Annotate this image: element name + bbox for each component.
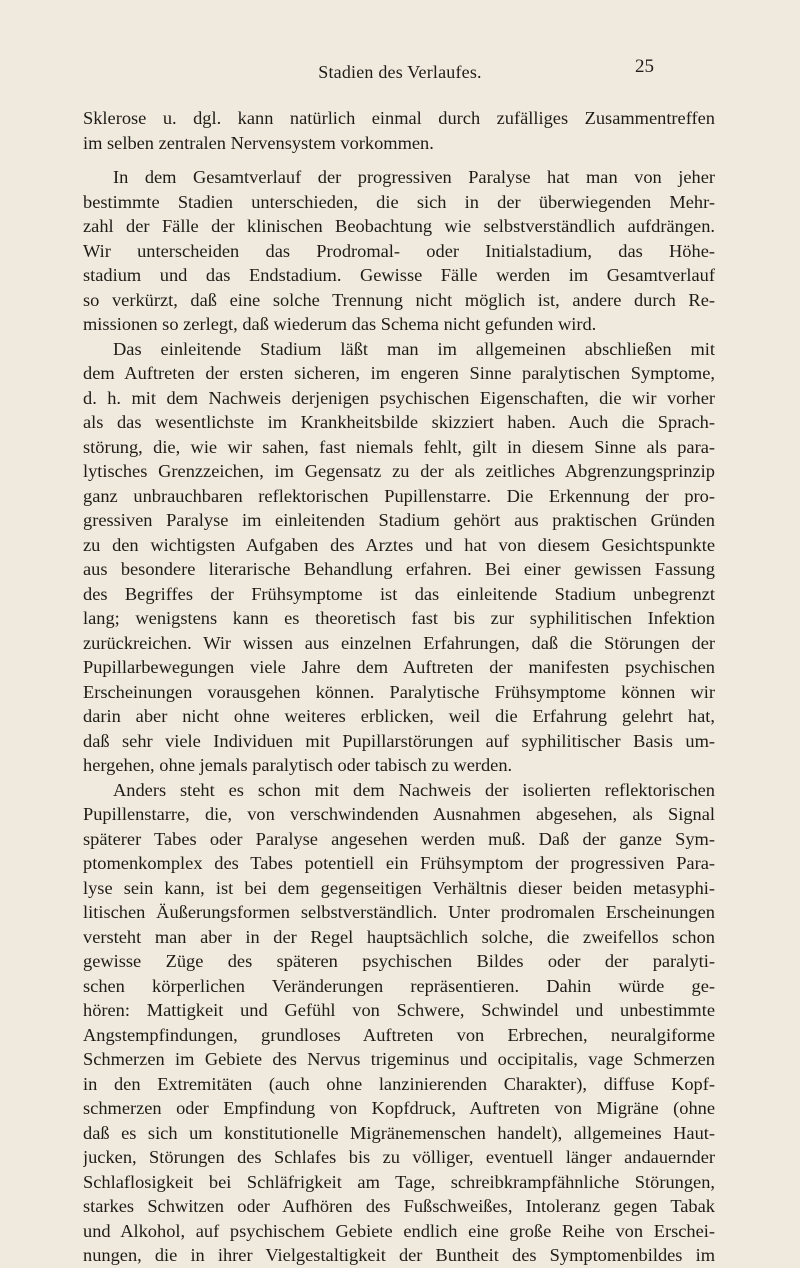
text-line: hergehen, ohne jemals paralytisch oder tabisch zu werden. [83, 755, 513, 775]
text-line: Pupillarbewegungen viele Jahre dem Auftreten der manifesten psychischen [83, 657, 715, 677]
running-title: Stadien des Verlaufes. [318, 62, 482, 82]
text-line: zurückreichen. Wir wissen aus einzelnen Erfahrungen, daß die Störungen der [83, 632, 715, 653]
text-line: Pupillenstarre, die, von verschwindenden Ausnahmen abgesehen, als Signal [83, 804, 715, 824]
text-line: ganz unbrauchbaren reflektorischen Pupillenstarre. Die Erkennung der pro- [83, 485, 715, 506]
text-line: dem Auftreten der ersten sicheren, im engeren Sinne paralytischen Symptome, [83, 363, 715, 383]
text-line: nungen, die in ihrer Vielgestaltigkeit der Buntheit des Symptomenbildes im [83, 1245, 715, 1265]
text-line: daß es sich um konstitutionelle Migränemenschen handelt), allgemeines Haut- [83, 1122, 715, 1143]
text-line: zu den wichtigsten Aufgaben des Arztes und hat von diesem Gesichtspunkte [83, 534, 715, 555]
text-line: Erscheinungen vorausgehen können. Paralytische Frühsymptome können wir [83, 681, 715, 702]
text-line: daß sehr viele Individuen mit Pupillarstörungen auf syphilitischer Basis um- [83, 730, 715, 751]
text-line: Schlaflosigkeit bei Schläfrigkeit am Tage, schreibkrampfähnliche Störungen, [83, 1171, 715, 1192]
text-line: darin aber nicht ohne weiteres erblicken, weil die Erfahrung gelehrt hat, [83, 706, 715, 726]
body-text [83, 106, 715, 1268]
text-line: so verkürzt, daß eine solche Trennung nicht möglich ist, andere durch Re- [83, 289, 715, 310]
text-line: lytisches Grenzzeichen, im Gegensatz zu der als zeitliches Abgrenzungsprinzip [83, 461, 715, 481]
text-line: d. h. mit dem Nachweis derjenigen psychischen Eigenschaften, die wir vorher [83, 387, 715, 408]
text-line: In dem Gesamtverlauf der progressiven Paralyse hat man von jeher [113, 167, 715, 187]
text-line: im selben zentralen Nervensystem vorkommen. [83, 132, 434, 153]
text-line: gewisse Züge des späteren psychischen Bildes oder der paralyti- [83, 951, 715, 971]
text-line: als das wesentlichste im Krankheitsbilde skizziert haben. Auch die Sprach- [83, 412, 715, 432]
text-line: gressiven Paralyse im einleitenden Stadium gehört aus praktischen Gründen [83, 510, 715, 530]
text-line: Wir unterscheiden das Prodromal- oder Initialstadium, das Höhe- [83, 240, 715, 261]
text-line: Sklerose u. dgl. kann natürlich einmal durch zufälliges Zusammentreffen [83, 108, 715, 128]
text-line: schen körperlichen Veränderungen repräsentieren. Dahin würde ge- [83, 975, 715, 996]
text-line: jucken, Störungen des Schlafes bis zu völliger, eventuell länger andauernder [83, 1147, 715, 1167]
text-line: Das einleitende Stadium läßt man im allgemeinen abschließen mit [113, 338, 715, 359]
text-line: späterer Tabes oder Paralyse angesehen werden muß. Daß der ganze Sym- [83, 828, 715, 849]
text-line: lang; wenigstens kann es theoretisch fast bis zur syphilitischen Infektion [83, 608, 715, 628]
text-line: hören: Mattigkeit und Gefühl von Schwere, Schwindel und unbestimmte [83, 1000, 715, 1020]
page-number: 25 [635, 56, 654, 77]
text-line: aus besondere literarische Behandlung erfahren. Bei einer gewissen Fassung [83, 559, 715, 579]
text-line: lyse sein kann, ist bei dem gegenseitigen Verhältnis dieser beiden metasyphi- [83, 877, 715, 898]
text-line: Schmerzen im Gebiete des Nervus trigeminus und occipitalis, vage Schmerzen [83, 1049, 715, 1069]
text-line: stadium und das Endstadium. Gewisse Fälle werden im Gesamtverlauf [83, 265, 715, 285]
text-line: litischen Äußerungsformen selbstverständlich. Unter prodromalen Erscheinungen [83, 902, 715, 922]
text-line: Angstempfindungen, grundloses Auftreten von Erbrechen, neuralgiforme [83, 1024, 715, 1045]
text-line: starkes Schwitzen oder Aufhören des Fußschweißes, Intoleranz gegen Tabak [83, 1196, 715, 1216]
text-line: Anders steht es schon mit dem Nachweis der isolierten reflektorischen [113, 779, 715, 800]
text-line: zahl der Fälle der klinischen Beobachtung wie selbstverständlich aufdrängen. [83, 216, 715, 236]
page-header [0, 56, 800, 90]
text-line: störung, die, wie wir sahen, fast niemals fehlt, gilt in diesem Sinne als para- [83, 436, 715, 457]
text-line: missionen so zerlegt, daß wiederum das Schema nicht gefunden wird. [83, 314, 597, 334]
text-line: und Alkohol, auf psychischem Gebiete endlich eine große Reihe von Erschei- [83, 1220, 715, 1241]
text-line: ptomenkomplex des Tabes potentiell ein Frühsymptom der progressiven Para- [83, 853, 715, 873]
text-line: des Begriffes der Frühsymptome ist das einleitende Stadium unbegrenzt [83, 583, 715, 604]
text-line: bestimmte Stadien unterschieden, die sich in der überwiegenden Mehr- [83, 191, 715, 212]
text-line: schmerzen oder Empfindung von Kopfdruck, Auftreten von Migräne (ohne [83, 1098, 715, 1118]
text-line: in den Extremitäten (auch ohne lanzinierenden Charakter), diffuse Kopf- [83, 1073, 715, 1094]
text-line: versteht man aber in der Regel hauptsächlich solche, die zweifellos schon [83, 926, 715, 947]
